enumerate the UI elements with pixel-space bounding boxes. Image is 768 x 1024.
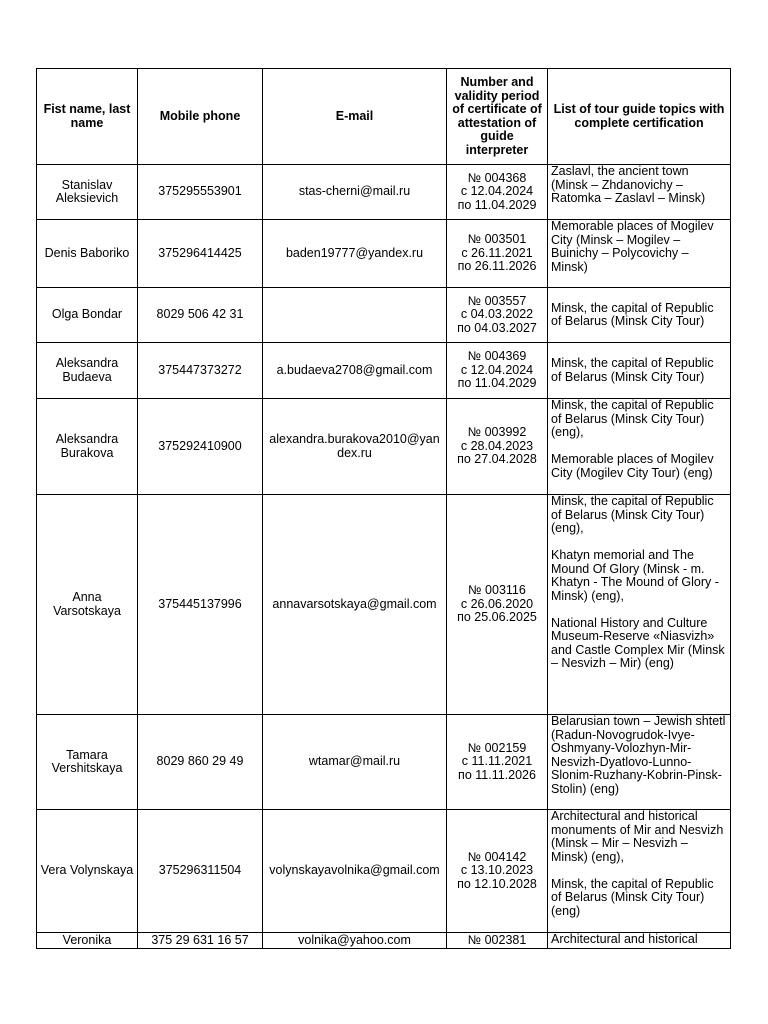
guide-certificate: № 004368 с 12.04.2024 по 11.04.2029 — [447, 165, 548, 220]
table-header-row — [37, 69, 731, 165]
table-row — [37, 495, 731, 715]
guide-email[interactable]: baden19777@yandex.ru — [263, 220, 447, 288]
guide-name: Veronika — [37, 933, 138, 949]
table-row — [37, 220, 731, 288]
guide-phone: 375295553901 — [138, 165, 263, 220]
guide-topics: Minsk, the capital of Republic of Belarus (Minsk City Tour) — [548, 343, 731, 399]
guide-certificate: № 003501 с 26.11.2021 по 26.11.2026 — [447, 220, 548, 288]
header-topics: List of tour guide topics with complete certification — [548, 69, 731, 165]
header-phone: Mobile phone — [138, 69, 263, 165]
guide-topics: Minsk, the capital of Republic of Belarus (Minsk City Tour) (eng), Khatyn memorial and The Mound Of Glory (Minsk - m. Khatyn - The Mound of Glory - Minsk) (eng), National History and Culture Museum-Reserve «Niasvizh» and Castle Complex Mir (Minsk – Nesvizh – Mir) (eng) — [548, 495, 731, 715]
header-email: E-mail — [263, 69, 447, 165]
guide-name: Stanislav Aleksievich — [37, 165, 138, 220]
guide-topics: Memorable places of Mogilev City (Minsk – Mogilev – Buinichy – Polycovichy – Minsk) — [548, 220, 731, 288]
table-row — [37, 399, 731, 495]
guide-topics: Minsk, the capital of Republic of Belarus (Minsk City Tour) — [548, 288, 731, 343]
guide-phone: 375447373272 — [138, 343, 263, 399]
guide-name: Olga Bondar — [37, 288, 138, 343]
table-row — [37, 810, 731, 933]
guide-topics: Zaslavl, the ancient town (Minsk – Zhdanovichy – Ratomka – Zaslavl – Minsk) — [548, 165, 731, 220]
tour-guides-table — [36, 68, 731, 949]
guide-phone: 375 29 631 16 57 — [138, 933, 263, 949]
guide-name: Aleksandra Budaeva — [37, 343, 138, 399]
guide-name: Vera Volynskaya — [37, 810, 138, 933]
header-certificate: Number and validity period of certificate of attestation of guide interpreter — [447, 69, 548, 165]
guide-certificate: № 002381 — [447, 933, 548, 949]
guide-name: Anna Varsotskaya — [37, 495, 138, 715]
guide-email[interactable] — [263, 288, 447, 343]
guide-phone: 375445137996 — [138, 495, 263, 715]
table-row — [37, 715, 731, 810]
guide-topics: Architectural and historical monuments of Mir and Nesvizh (Minsk – Mir – Nesvizh – Minsk) (eng), Minsk, the capital of Republic of Belarus (Minsk City Tour) (eng) — [548, 810, 731, 933]
table-row — [37, 165, 731, 220]
guide-topics: Architectural and historical — [548, 933, 731, 949]
guide-name: Denis Baboriko — [37, 220, 138, 288]
table-row — [37, 288, 731, 343]
guide-email[interactable]: volnika@yahoo.com — [263, 933, 447, 949]
table-row — [37, 343, 731, 399]
guide-certificate: № 004369 с 12.04.2024 по 11.04.2029 — [447, 343, 548, 399]
guide-email[interactable]: wtamar@mail.ru — [263, 715, 447, 810]
guide-certificate: № 003557 с 04.03.2022 по 04.03.2027 — [447, 288, 548, 343]
guide-email[interactable]: a.budaeva2708@gmail.com — [263, 343, 447, 399]
guide-certificate: № 002159 с 11.11.2021 по 11.11.2026 — [447, 715, 548, 810]
guide-name: Aleksandra Burakova — [37, 399, 138, 495]
guide-email[interactable]: stas-cherni@mail.ru — [263, 165, 447, 220]
guide-email[interactable]: volynskayavolnika@gmail.com — [263, 810, 447, 933]
table-row — [37, 933, 731, 949]
guide-name: Tamara Vershitskaya — [37, 715, 138, 810]
guide-topics: Belarusian town – Jewish shtetl (Radun-Novogrudok-Ivye-Oshmyany-Volozhyn-Mir-Nesvizh-Dyatlovo-Lunno-Slonim-Ruzhany-Kobrin-Pinsk-Stolin) (eng) — [548, 715, 731, 810]
guide-topics: Minsk, the capital of Republic of Belarus (Minsk City Tour) (eng), Memorable places of Mogilev City (Mogilev City Tour) (eng) — [548, 399, 731, 495]
guide-phone: 8029 860 29 49 — [138, 715, 263, 810]
guide-phone: 375296414425 — [138, 220, 263, 288]
guide-email[interactable]: alexandra.burakova2010@yandex.ru — [263, 399, 447, 495]
guide-phone: 375296311504 — [138, 810, 263, 933]
guide-phone: 375292410900 — [138, 399, 263, 495]
guide-certificate: № 004142 с 13.10.2023 по 12.10.2028 — [447, 810, 548, 933]
header-name: Fist name, last name — [37, 69, 138, 165]
guide-certificate: № 003116 с 26.06.2020 по 25.06.2025 — [447, 495, 548, 715]
guide-certificate: № 003992 с 28.04.2023 по 27.04.2028 — [447, 399, 548, 495]
guide-email[interactable]: annavarsotskaya@gmail.com — [263, 495, 447, 715]
guide-phone: 8029 506 42 31 — [138, 288, 263, 343]
